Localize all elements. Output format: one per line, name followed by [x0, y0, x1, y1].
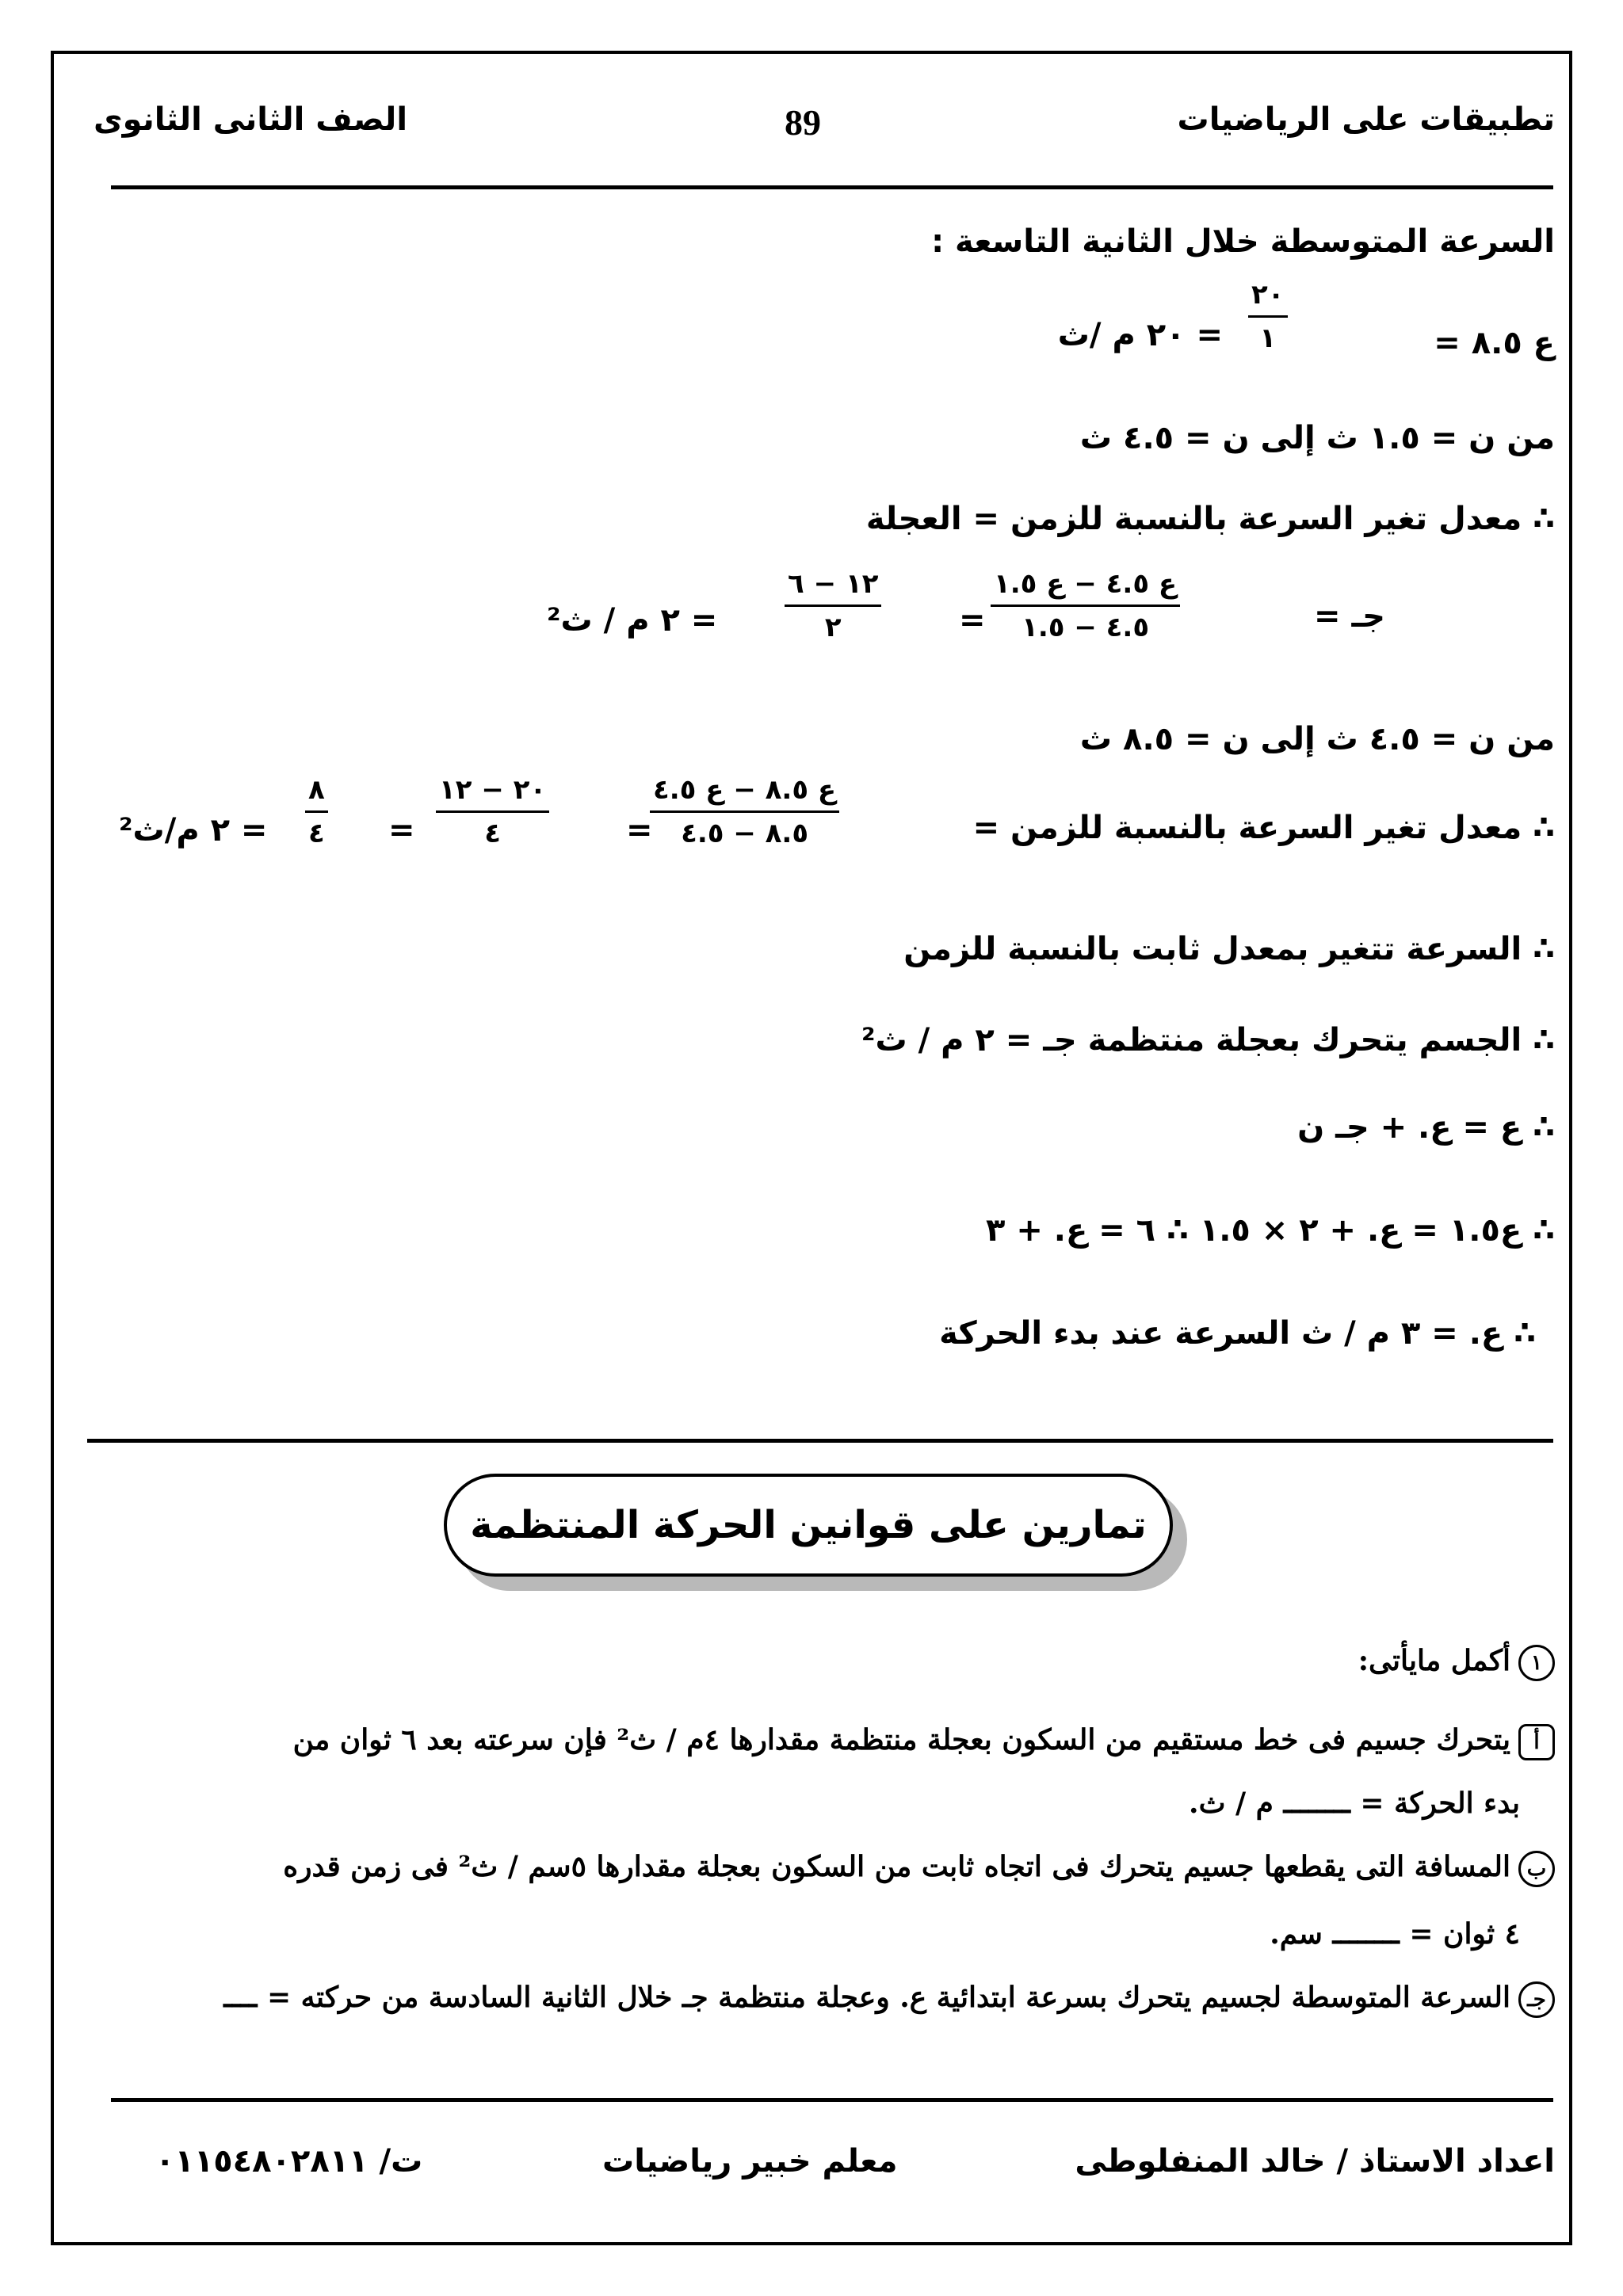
question-1-heading — [1358, 1644, 1555, 1681]
eq3-lhs: ∴ معدل تغير السرعة بالنسبة للزمن = — [972, 810, 1555, 846]
velocity-law: ∴ ع = ع. + جـ ن — [1297, 1109, 1555, 1146]
eq3-denominator-2: ٤ — [484, 818, 501, 849]
question-1-title: أكمل مايأتى: — [1358, 1644, 1510, 1677]
eq2-denominator-2: ٢ — [824, 612, 842, 643]
eq3-denominator-3: ٤ — [308, 818, 325, 849]
eq1-rhs: = ٢٠ م /ث — [1057, 317, 1223, 353]
question-number-badge: ١ — [1518, 1645, 1555, 1681]
page-number: 89 — [785, 102, 821, 143]
eq2-rhs: = ٢ م / ث² — [547, 602, 718, 639]
eq1-denominator: ١ — [1259, 322, 1277, 354]
eq1-numerator: ٢٠ — [1251, 279, 1285, 311]
eq3-fraction-bar-3 — [305, 810, 328, 813]
eq3-fraction-3 — [305, 772, 328, 851]
eq3-numerator-2: ٢٠ − ١٢ — [439, 774, 547, 806]
footer-role: معلم خبير رياضيات — [602, 2143, 898, 2180]
eq3-numerator-3: ٨ — [308, 774, 325, 806]
eq1-fraction — [1248, 277, 1288, 356]
range-1: من ن = ١.٥ ث إلى ن = ٤.٥ ث — [1079, 420, 1555, 456]
grade-label: الصف الثانى الثانوى — [94, 101, 408, 138]
eq3-denominator-1: ٨.٥ − ٤.٥ — [681, 818, 809, 849]
eq2-numerator-1: ع ٤.٥ − ع ١.٥ — [994, 568, 1178, 600]
item-a-line-2: بدء الحركة = ــــــــ م / ث. — [1189, 1787, 1520, 1820]
footer-author: اعداد الاستاذ / خالد المنفلوطى — [1075, 2143, 1555, 2180]
eq3-equals-1: = — [626, 812, 653, 849]
conclusion-constant-rate: ∴ السرعة تتغير بمعدل ثابت بالنسبة للزمن — [903, 931, 1555, 967]
page-border — [51, 51, 1572, 2245]
item-b-line-1 — [283, 1850, 1555, 1887]
eq3-fraction-bar-1 — [650, 810, 839, 813]
avg-speed-title: السرعة المتوسطة خلال الثانية التاسعة : — [931, 223, 1555, 260]
item-a-text-1: يتحرك جسيم فى خط مستقيم من السكون بعجلة منتظمة مقدارها ٤م / ث² فإن سرعته بعد ٦ ثوان من — [292, 1723, 1510, 1756]
eq2-lhs: جـ = — [1314, 598, 1385, 635]
item-a-line-1 — [293, 1723, 1555, 1760]
item-c-badge: جـ — [1518, 1981, 1555, 2018]
footer-phone: ت/ ٠١١٥٤٨٠٢٨١١ — [155, 2143, 423, 2180]
eq2-fraction-bar-2 — [785, 605, 881, 607]
eq3-rhs: = ٢ م/ث² — [119, 812, 268, 849]
eq1-fraction-bar — [1248, 315, 1288, 318]
item-c-line-1 — [223, 1981, 1555, 2018]
header-rule — [111, 185, 1553, 189]
eq2-fraction-2 — [785, 566, 881, 645]
eq2-numerator-2: ١٢ − ٦ — [788, 568, 879, 600]
eq2-equals: = — [959, 602, 986, 639]
section-title-box — [444, 1474, 1173, 1577]
eq3-fraction-bar-2 — [436, 810, 549, 813]
item-b-line-2: ٤ ثوان = ــــــــ سم. — [1270, 1917, 1520, 1951]
item-b-badge: ب — [1518, 1851, 1555, 1887]
acceleration-definition: ∴ معدل تغير السرعة بالنسبة للزمن = العجلة — [865, 501, 1555, 537]
initial-speed-line: ∴ ع. = ٣ م / ث السرعة عند بدء الحركة — [939, 1315, 1536, 1352]
item-c-text-1: السرعة المتوسطة لجسيم يتحرك بسرعة ابتدائية ع. وعجلة منتظمة جـ خلال الثانية السادسة من حركته = ــــ — [223, 1981, 1510, 2014]
item-b-text-1: المسافة التى يقطعها جسيم يتحرك فى اتجاه ثابت من السكون بعجلة مقدارها ٥سم / ث² فى زمن قدره — [283, 1850, 1510, 1883]
eq2-denominator-1: ٤.٥ − ١.٥ — [1022, 612, 1150, 643]
eq2-fraction-bar-1 — [991, 605, 1180, 607]
section-title: تمارين على قوانين الحركة المنتظمة — [470, 1503, 1147, 1547]
item-a-badge: أ — [1518, 1724, 1555, 1760]
eq1-lhs: ع ٨.٥ = — [1434, 325, 1555, 361]
conclusion-uniform-acceleration: ∴ الجسم يتحرك بعجلة منتظمة جـ = ٢ م / ث² — [861, 1022, 1555, 1058]
eq2-fraction-1 — [991, 566, 1180, 645]
eq3-numerator-1: ع ٨.٥ − ع ٤.٥ — [653, 774, 837, 806]
range-2: من ن = ٤.٥ ث إلى ن = ٨.٥ ث — [1079, 721, 1555, 757]
eq3-fraction-2 — [436, 772, 549, 851]
book-title: تطبيقات على الرياضيات — [1177, 101, 1555, 138]
eq3-fraction-1 — [650, 772, 839, 851]
footer-rule — [111, 2098, 1553, 2102]
substitution-line: ∴ ع١.٥ = ع. + ٢ × ١.٥ ∴ ٦ = ع. + ٣ — [985, 1212, 1555, 1249]
eq3-equals-2: = — [388, 812, 415, 849]
section-rule — [87, 1439, 1553, 1443]
